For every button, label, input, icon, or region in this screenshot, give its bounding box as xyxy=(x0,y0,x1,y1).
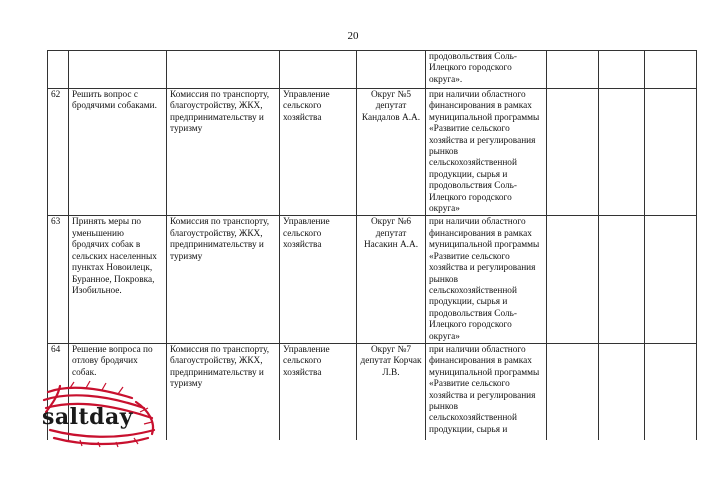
table-row xyxy=(48,216,697,343)
empty-cell xyxy=(645,216,697,343)
commission-cell xyxy=(167,51,280,89)
note-cell: продовольствия Соль-Илецкого городского округа». xyxy=(426,51,547,89)
deputy-cell: Округ №7 депутат Корчак Л.В. xyxy=(357,343,426,440)
issue-cell: Решение вопроса по отлову бродячих собак. xyxy=(69,343,167,440)
department-cell: Управление сельского хозяйства xyxy=(280,343,357,440)
empty-cell xyxy=(547,51,599,89)
watermark-logo xyxy=(40,378,162,448)
note-cell: при наличии областного финансирования в рамках муниципальной программы «Развитие сельского хозяйства и регулирования рынков сельскохозяйственной продукции, сырья и xyxy=(426,343,547,440)
watermark-text: saltday xyxy=(42,404,134,430)
row-number-cell: 62 xyxy=(48,89,69,216)
deputy-cell: Округ №6 депутат Насакин А.А. xyxy=(357,216,426,343)
page-number: 20 xyxy=(347,30,359,42)
issue-cell: Решить вопрос с бродячими собаками. xyxy=(69,89,167,216)
empty-cell xyxy=(599,51,645,89)
department-cell: Управление сельского хозяйства xyxy=(280,216,357,343)
empty-cell xyxy=(547,343,599,440)
commission-cell: Комиссия по транспорту, благоустройству, ЖКХ, предпринимательству и туризму xyxy=(167,216,280,343)
empty-cell xyxy=(599,216,645,343)
empty-cell xyxy=(547,89,599,216)
empty-cell xyxy=(547,216,599,343)
empty-cell xyxy=(645,51,697,89)
row-number-cell xyxy=(48,51,69,89)
department-cell xyxy=(280,51,357,89)
commission-cell: Комиссия по транспорту, благоустройству, ЖКХ, предпринимательству и туризму xyxy=(167,89,280,216)
note-cell: при наличии областного финансирования в рамках муниципальной программы «Развитие сельского хозяйства и регулирования рынков сельскохозяйственной продукции, сырья и продовольствия Соль-Илецкого городского округа» xyxy=(426,89,547,216)
empty-cell xyxy=(599,343,645,440)
empty-cell xyxy=(645,343,697,440)
department-cell: Управление сельского хозяйства xyxy=(280,89,357,216)
commission-cell: Комиссия по транспорту, благоустройству, ЖКХ, предпринимательству и туризму xyxy=(167,343,280,440)
empty-cell xyxy=(645,89,697,216)
issue-cell: Принять меры по уменьшению бродячих собак в сельских населенных пунктах Новоилецк, Буранное, Покровка, Изобильное. xyxy=(69,216,167,343)
deputy-cell xyxy=(357,51,426,89)
note-cell: при наличии областного финансирования в рамках муниципальной программы «Развитие сельского хозяйства и регулирования рынков сельскохозяйственной продукции, сырья и продовольствия Соль-Илецкого городского округа» xyxy=(426,216,547,343)
row-number-cell: 64 xyxy=(48,343,69,440)
issue-cell xyxy=(69,51,167,89)
row-number-cell: 63 xyxy=(48,216,69,343)
empty-cell xyxy=(599,89,645,216)
deputy-cell: Округ №5 депутат Кандалов А.А. xyxy=(357,89,426,216)
table-row xyxy=(48,51,697,89)
table-row xyxy=(48,89,697,216)
